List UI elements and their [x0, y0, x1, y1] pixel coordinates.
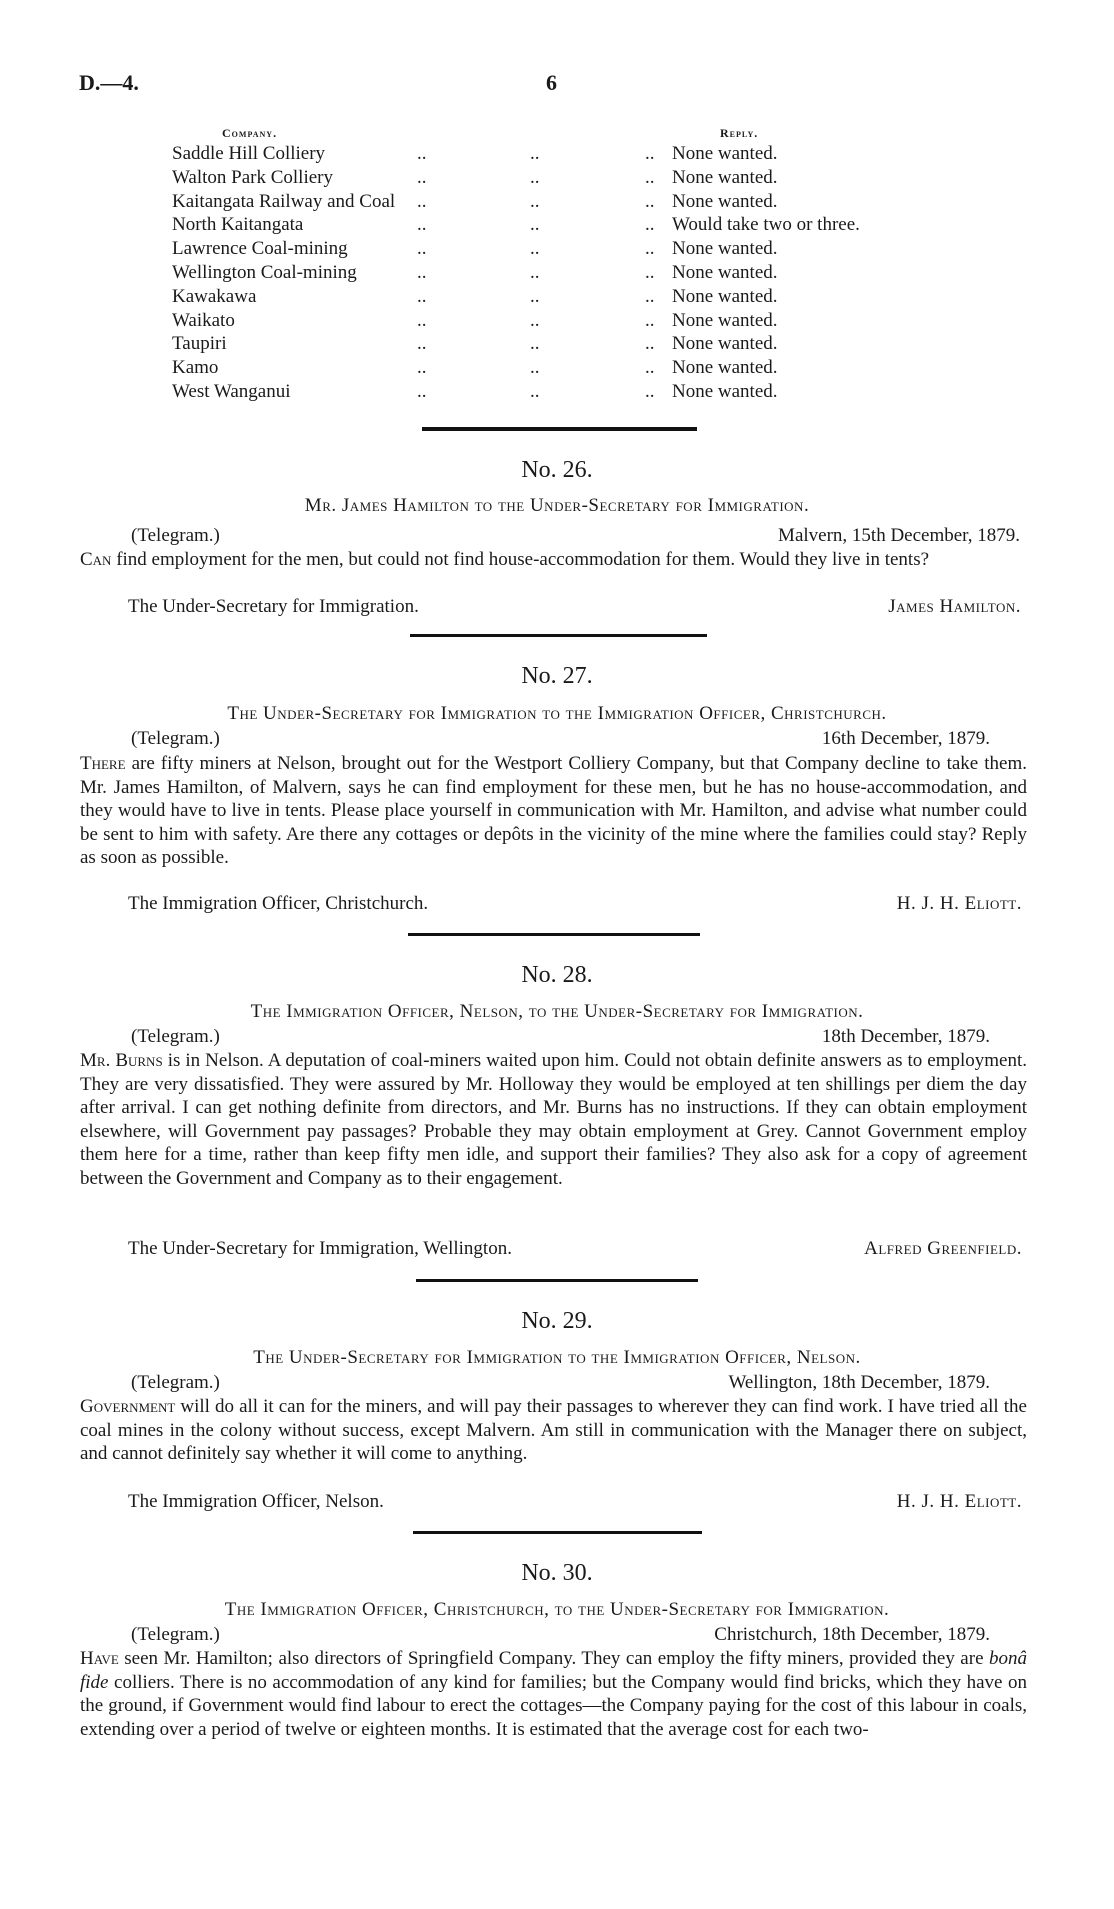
document-body-28: Mr. Burns is in Nelson. A deputation of coal-miners waited upon him. Could not obtain definite answers as to employment. They are very dissatisfied. They were assured by Mr. Holloway they would be employed at ten shillings per diem the day after arrival. I can get nothing definite from directors, and Mr. Burns has no instructions. If they can obtain employment elsewhere, will Government pay passages? Probable they may obtain employment at Grey. Cannot Government employ them here for a time, rather than keep fifty men idle, and support their families? They also ask for a copy of agreement between the Government and Company as to their engagement.: [80, 1050, 1027, 1189]
company-name: Kawakawa: [172, 285, 257, 307]
table-row: [172, 237, 972, 261]
leader-dots: ..: [417, 285, 427, 307]
leader-dots: ..: [645, 309, 655, 331]
leader-dots: ..: [530, 309, 540, 331]
company-name: Kaitangata Railway and Coal: [172, 190, 396, 212]
document-number-28: No. 28.: [521, 962, 593, 988]
document-signature-29: H. J. H. Eliott.: [896, 1491, 1022, 1512]
leader-dots: ..: [530, 261, 540, 283]
leader-dots: ..: [417, 190, 427, 212]
table-row: [172, 142, 972, 166]
document-number-29: No. 29.: [521, 1308, 593, 1334]
company-reply: None wanted.: [672, 166, 778, 188]
leader-dots: ..: [645, 214, 655, 236]
document-place-date-27: 16th December, 1879.: [821, 728, 990, 749]
company-name: Taupiri: [172, 333, 227, 355]
table-row: [172, 380, 972, 404]
document-place-date-26: Malvern, 15th December, 1879.: [778, 525, 1020, 546]
leader-dots: ..: [417, 214, 427, 236]
document-medium-28: (Telegram.): [131, 1026, 220, 1047]
document-number-26: No. 26.: [521, 457, 593, 483]
company-reply: None wanted.: [672, 238, 778, 260]
section-divider: [413, 1531, 702, 1534]
leader-dots: ..: [417, 380, 427, 402]
document-reference: D.—4.: [79, 70, 139, 95]
company-reply: Would take two or three.: [672, 214, 860, 236]
leader-dots: ..: [530, 285, 540, 307]
leader-dots: ..: [417, 333, 427, 355]
table-row: [172, 309, 972, 333]
leader-dots: ..: [530, 357, 540, 379]
document-number-30: No. 30.: [521, 1560, 593, 1586]
document-title-26: Mr. James Hamilton to the Under-Secretary for Immigration.: [304, 495, 810, 516]
company-name: Lawrence Coal-mining: [172, 238, 348, 260]
company-reply: None wanted.: [672, 285, 778, 307]
leader-dots: ..: [417, 238, 427, 260]
column-header-reply: Reply.: [720, 126, 759, 140]
section-divider: [422, 427, 697, 431]
section-divider: [410, 634, 707, 637]
leader-dots: ..: [530, 238, 540, 260]
leader-dots: ..: [645, 285, 655, 307]
company-reply: None wanted.: [672, 333, 778, 355]
company-name: Walton Park Colliery: [172, 166, 333, 188]
document-medium-26: (Telegram.): [131, 525, 220, 546]
table-row: [172, 285, 972, 309]
company-name: Kamo: [172, 357, 219, 379]
leader-dots: ..: [645, 143, 655, 164]
company-name: West Wanganui: [172, 380, 291, 402]
document-addressee-28: The Under-Secretary for Immigration, Wellington.: [128, 1238, 512, 1259]
leader-dots: ..: [417, 309, 427, 331]
table-row: [172, 332, 972, 356]
emphasis-text: bonâ fide: [80, 1648, 1027, 1693]
table-row: [172, 190, 972, 214]
section-divider: [416, 1279, 698, 1282]
document-medium-29: (Telegram.): [131, 1372, 220, 1393]
document-signature-26: James Hamilton.: [888, 596, 1021, 617]
document-title-29: The Under-Secretary for Immigration to the Immigration Officer, Nelson.: [253, 1347, 861, 1368]
document-addressee-26: The Under-Secretary for Immigration.: [128, 596, 419, 617]
document-number-27: No. 27.: [521, 663, 593, 689]
section-divider: [408, 933, 700, 936]
leader-dots: ..: [645, 357, 655, 379]
document-body-26: Can find employment for the men, but could not find house-accommodation for them. Would they live in tents?: [80, 549, 930, 570]
company-reply: None wanted.: [672, 380, 778, 402]
page-number: 6: [546, 70, 557, 95]
leader-dots: ..: [530, 333, 540, 355]
document-title-27: The Under-Secretary for Immigration to the Immigration Officer, Christchurch.: [227, 703, 887, 724]
document-place-date-30: Christchurch, 18th December, 1879.: [714, 1624, 990, 1645]
company-name: Saddle Hill Colliery: [172, 143, 326, 164]
leader-dots: ..: [417, 357, 427, 379]
leader-dots: ..: [645, 380, 655, 402]
document-title-28: The Immigration Officer, Nelson, to the Under-Secretary for Immigration.: [250, 1001, 864, 1022]
document-title-30: The Immigration Officer, Christchurch, to the Under-Secretary for Immigration.: [224, 1599, 890, 1620]
lead-word: There: [80, 753, 126, 774]
leader-dots: ..: [530, 143, 540, 164]
leader-dots: ..: [645, 238, 655, 260]
document-body-27: There are fifty miners at Nelson, brought out for the Westport Colliery Company, but that Company decline to take them. Mr. James Hamilton, of Malvern, says he can find employment for these men, but he has no house-accommodation, and they would have to live in tents. Please place yourself in communication with Mr. Hamilton, and advise what number could be sent to him with safety. Are there any cottages or depôts in the vicinity of the mine where the families could stay? Reply as soon as possible.: [80, 753, 1027, 869]
document-body-30: Have seen Mr. Hamilton; also directors of Springfield Company. They can employ the fifty miners, provided they are bonâ fide colliers. There is no accommodation of any kind for families; but the Company would find bricks, which they have on the ground, if Government would find labour to erect the cottages—the Company paying for the cost of this labour in coals, extending over a period of twelve or eighteen months. It is estimated that the average cost for each two-: [80, 1648, 1027, 1740]
leader-dots: ..: [645, 261, 655, 283]
leader-dots: ..: [530, 190, 540, 212]
document-signature-28: Alfred Greenfield.: [864, 1238, 1022, 1259]
table-row: [172, 356, 972, 380]
leader-dots: ..: [417, 261, 427, 283]
leader-dots: ..: [530, 166, 540, 188]
company-reply: None wanted.: [672, 190, 778, 212]
document-addressee-27: The Immigration Officer, Christchurch.: [128, 893, 429, 914]
table-row: [172, 213, 972, 237]
document-place-date-28: 18th December, 1879.: [821, 1026, 990, 1047]
table-row: [172, 166, 972, 190]
lead-word: Have: [80, 1648, 119, 1669]
company-reply: None wanted.: [672, 261, 778, 283]
document-medium-27: (Telegram.): [131, 728, 220, 749]
document-medium-30: (Telegram.): [131, 1624, 220, 1645]
document-addressee-29: The Immigration Officer, Nelson.: [128, 1491, 384, 1512]
company-reply: None wanted.: [672, 143, 778, 164]
leader-dots: ..: [417, 143, 427, 164]
document-body-29: Government will do all it can for the miners, and will pay their passages to wherever they can find work. I have tried all the coal mines in the colony without success, except Malvern. Am still in communication with the Manager there on subject, and cannot definitely say whether it will come to anything.: [80, 1396, 1027, 1465]
leader-dots: ..: [530, 214, 540, 236]
table-row: [172, 261, 972, 285]
document-place-date-29: Wellington, 18th December, 1879.: [728, 1372, 990, 1393]
company-reply: None wanted.: [672, 357, 778, 379]
document-signature-27: H. J. H. Eliott.: [896, 893, 1022, 914]
leader-dots: ..: [530, 380, 540, 402]
company-reply-table: [172, 142, 972, 404]
lead-word: Government: [80, 1396, 176, 1417]
leader-dots: ..: [645, 190, 655, 212]
leader-dots: ..: [645, 166, 655, 188]
company-name: Waikato: [172, 309, 235, 331]
leader-dots: ..: [645, 333, 655, 355]
company-name: Wellington Coal-mining: [172, 261, 357, 283]
company-reply: None wanted.: [672, 309, 778, 331]
lead-word: Mr. Burns: [80, 1050, 163, 1071]
lead-word: Can: [80, 549, 112, 570]
column-header-company: Company.: [222, 126, 278, 140]
leader-dots: ..: [417, 166, 427, 188]
company-name: North Kaitangata: [172, 214, 304, 236]
